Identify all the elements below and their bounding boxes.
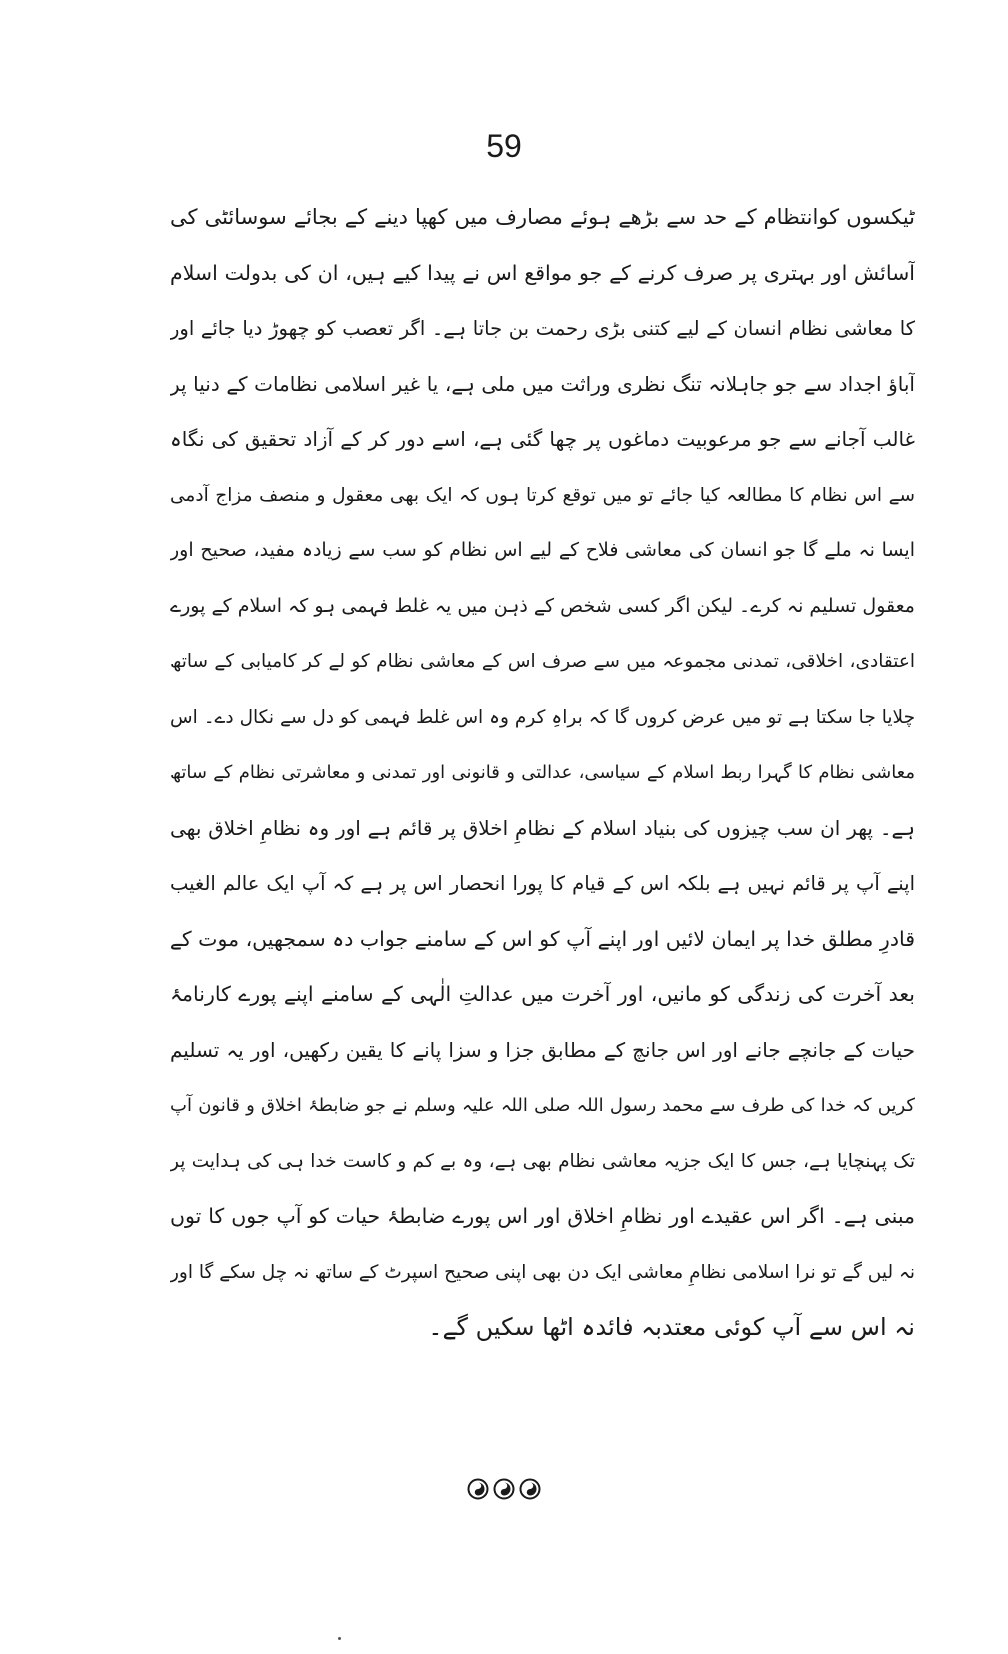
text-line: نہ لیں گے تو نرا اسلامی نظامِ معاشی ایک دن بھی اپنی صحیح اسپرٹ کے ساتھ نہ چل سکے گا اور xyxy=(170,1261,915,1283)
text-line: کریں کہ خدا کی طرف سے محمد رسول اللہ صلی اللہ علیہ وسلم نے جو ضابطۂ اخلاق و قانون آپ xyxy=(170,1095,915,1116)
text-line: غالب آجانے سے جو مرعوبیت دماغوں پر چھا گئی ہے، اسے دور کر کے آزاد تحقیق کی نگاہ xyxy=(170,427,915,451)
text-line: ہے۔ پھر ان سب چیزوں کی بنیاد اسلام کے نظامِ اخلاق پر قائم ہے اور وہ نظامِ اخلاق بھی xyxy=(170,815,915,840)
text-line: قادرِ مطلق خدا پر ایمان لائیں اور اپنے آپ کو اس کے سامنے جواب دہ سمجھیں، موت کے xyxy=(170,926,915,951)
paper-speck xyxy=(338,1637,341,1640)
spiral-dot-icon xyxy=(519,1478,541,1500)
text-line: تک پہنچایا ہے، جس کا ایک جزیہ معاشی نظام بھی ہے، وہ بے کم و کاست خدا ہی کی ہدایت پر xyxy=(170,1150,915,1172)
text-line: سے اس نظام کا مطالعہ کیا جائے تو میں توقع کرتا ہوں کہ ایک بھی معقول و منصف مزاج آدمی xyxy=(170,484,915,506)
text-line-last: نہ اس سے آپ کوئی معتدبہ فائدہ اٹھا سکیں گے۔ xyxy=(428,1313,915,1341)
text-line: مبنی ہے۔ اگر اس عقیدے اور نظامِ اخلاق اور اس پورے ضابطۂ حیات کو آپ جوں کا توں xyxy=(170,1204,915,1228)
page-number: 59 xyxy=(486,128,522,164)
spiral-dot-icon xyxy=(493,1478,515,1500)
text-line: اعتقادی، اخلاقی، تمدنی مجموعہ میں سے صرف اس کے معاشی نظام کو لے کر کامیابی کے ساتھ xyxy=(170,651,915,672)
text-line: معقول تسلیم نہ کرے۔ لیکن اگر کسی شخص کے ذہن میں یہ غلط فہمی ہو کہ اسلام کے پورے xyxy=(170,594,915,617)
spiral-dot-icon xyxy=(467,1478,489,1500)
text-line: بعد آخرت کی زندگی کو مانیں، اور آخرت میں عدالتِ الٰہی کے سامنے اپنے پورے کارنامۂ xyxy=(170,982,915,1006)
text-line: معاشی نظام کا گہرا ربط اسلام کے سیاسی، عدالتی و قانونی اور تمدنی و معاشرتی نظام کے ساتھ xyxy=(170,762,915,783)
text-line: آسائش اور بہتری پر صرف کرنے کے جو مواقع اس نے پیدا کیے ہیں، ان کی بدولت اسلام xyxy=(170,260,915,285)
text-line: ٹیکسوں کوانتظام کے حد سے بڑھے ہوئے مصارف میں کھپا دینے کے بجائے سوسائٹی کی xyxy=(170,205,915,229)
text-line: کا معاشی نظام انسان کے لیے کتنی بڑی رحمت بن جاتا ہے۔ اگر تعصب کو چھوڑ دیا جائے اور xyxy=(170,317,915,340)
text-line: چلایا جا سکتا ہے تو میں عرض کروں گا کہ براہِ کرم وہ اس غلط فہمی کو دل سے نکال دے۔ اس xyxy=(170,706,915,728)
body-text xyxy=(170,190,915,1356)
text-line: حیات کے جانچے جانے اور اس جانچ کے مطابق جزا و سزا پانے کا یقین رکھیں، اور یہ تسلیم xyxy=(170,1037,915,1062)
section-end-ornament xyxy=(0,1478,1008,1500)
text-line: اپنے آپ پر قائم نہیں ہے بلکہ اس کے قیام کا پورا انحصار اس پر ہے کہ آپ ایک عالم الغیب xyxy=(170,872,915,895)
text-line: ایسا نہ ملے گا جو انسان کی معاشی فلاح کے لیے اس نظام کو سب سے زیادہ مفید، صحیح اور xyxy=(170,539,915,561)
text-line: آباؤ اجداد سے جو جاہلانہ تنگ نظری وراثت میں ملی ہے، یا غیر اسلامی نظامات کے دنیا پر xyxy=(170,371,915,396)
